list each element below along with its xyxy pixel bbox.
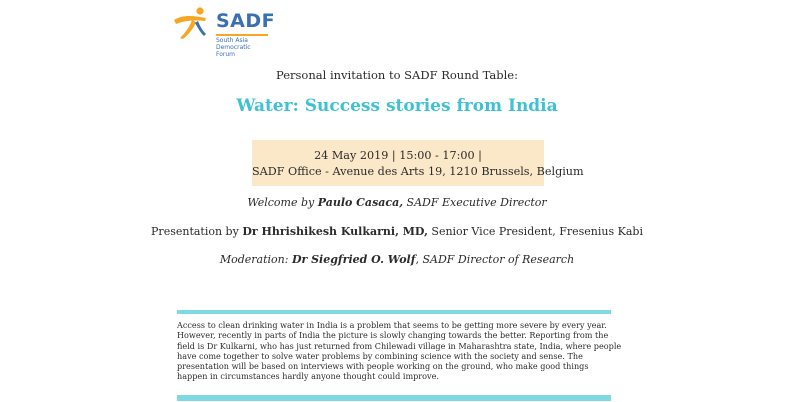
welcome-line: Welcome by Paulo Casaca, SADF Executive Director (247, 196, 547, 209)
description-line: However, recently in parts of India the picture is slowly changing towards the better. Reporting from the (177, 330, 609, 341)
invitation-intro: Personal invitation to SADF Round Table: (276, 68, 518, 82)
event-date: 24 May 2019 | 15:00 - 17:00 | (314, 149, 482, 162)
description-line: field is Dr Kulkarni, who has just returned from Chilewadi village in Maharashtra state, India, where people (177, 340, 622, 351)
event-title: Water: Success stories from India (236, 96, 558, 116)
presentation-line: Presentation by Dr Hhrishikesh Kulkarni, MD, Senior Vice President, Fresenius Kabi (151, 225, 643, 238)
moderation-line: Moderation: Dr Siegfried O. Wolf, SADF Director of Research (219, 253, 575, 266)
sadf-figure-icon (170, 6, 214, 42)
description-line: presentation will be based on interviews with people working on the ground, who make good things (177, 361, 589, 372)
divider-top (177, 310, 611, 314)
description-line: have come together to solve water problems by combining science with the society and sense. The (177, 350, 583, 361)
description-line: happen in circumstances hardly anyone thought could improve. (177, 371, 439, 382)
event-venue: SADF Office - Avenue des Arts 19, 1210 Brussels, Belgium (252, 165, 584, 178)
logo-name: SADF (216, 10, 276, 32)
welcome-speaker: Paulo Casaca, (317, 196, 404, 209)
event-details-box (252, 140, 584, 186)
presentation-speaker: Dr Hhrishikesh Kulkarni, MD, (242, 225, 428, 238)
event-description (177, 320, 622, 382)
moderator: Dr Siegfried O. Wolf (291, 253, 416, 266)
sadf-logo (170, 6, 280, 58)
divider-bottom (177, 395, 611, 401)
description-line: Access to clean drinking water in India is a problem that seems to be getting more severe by every year. (177, 320, 607, 330)
logo-underline (216, 34, 268, 36)
logo-subtitle: South Asia Democratic Forum (216, 37, 251, 58)
